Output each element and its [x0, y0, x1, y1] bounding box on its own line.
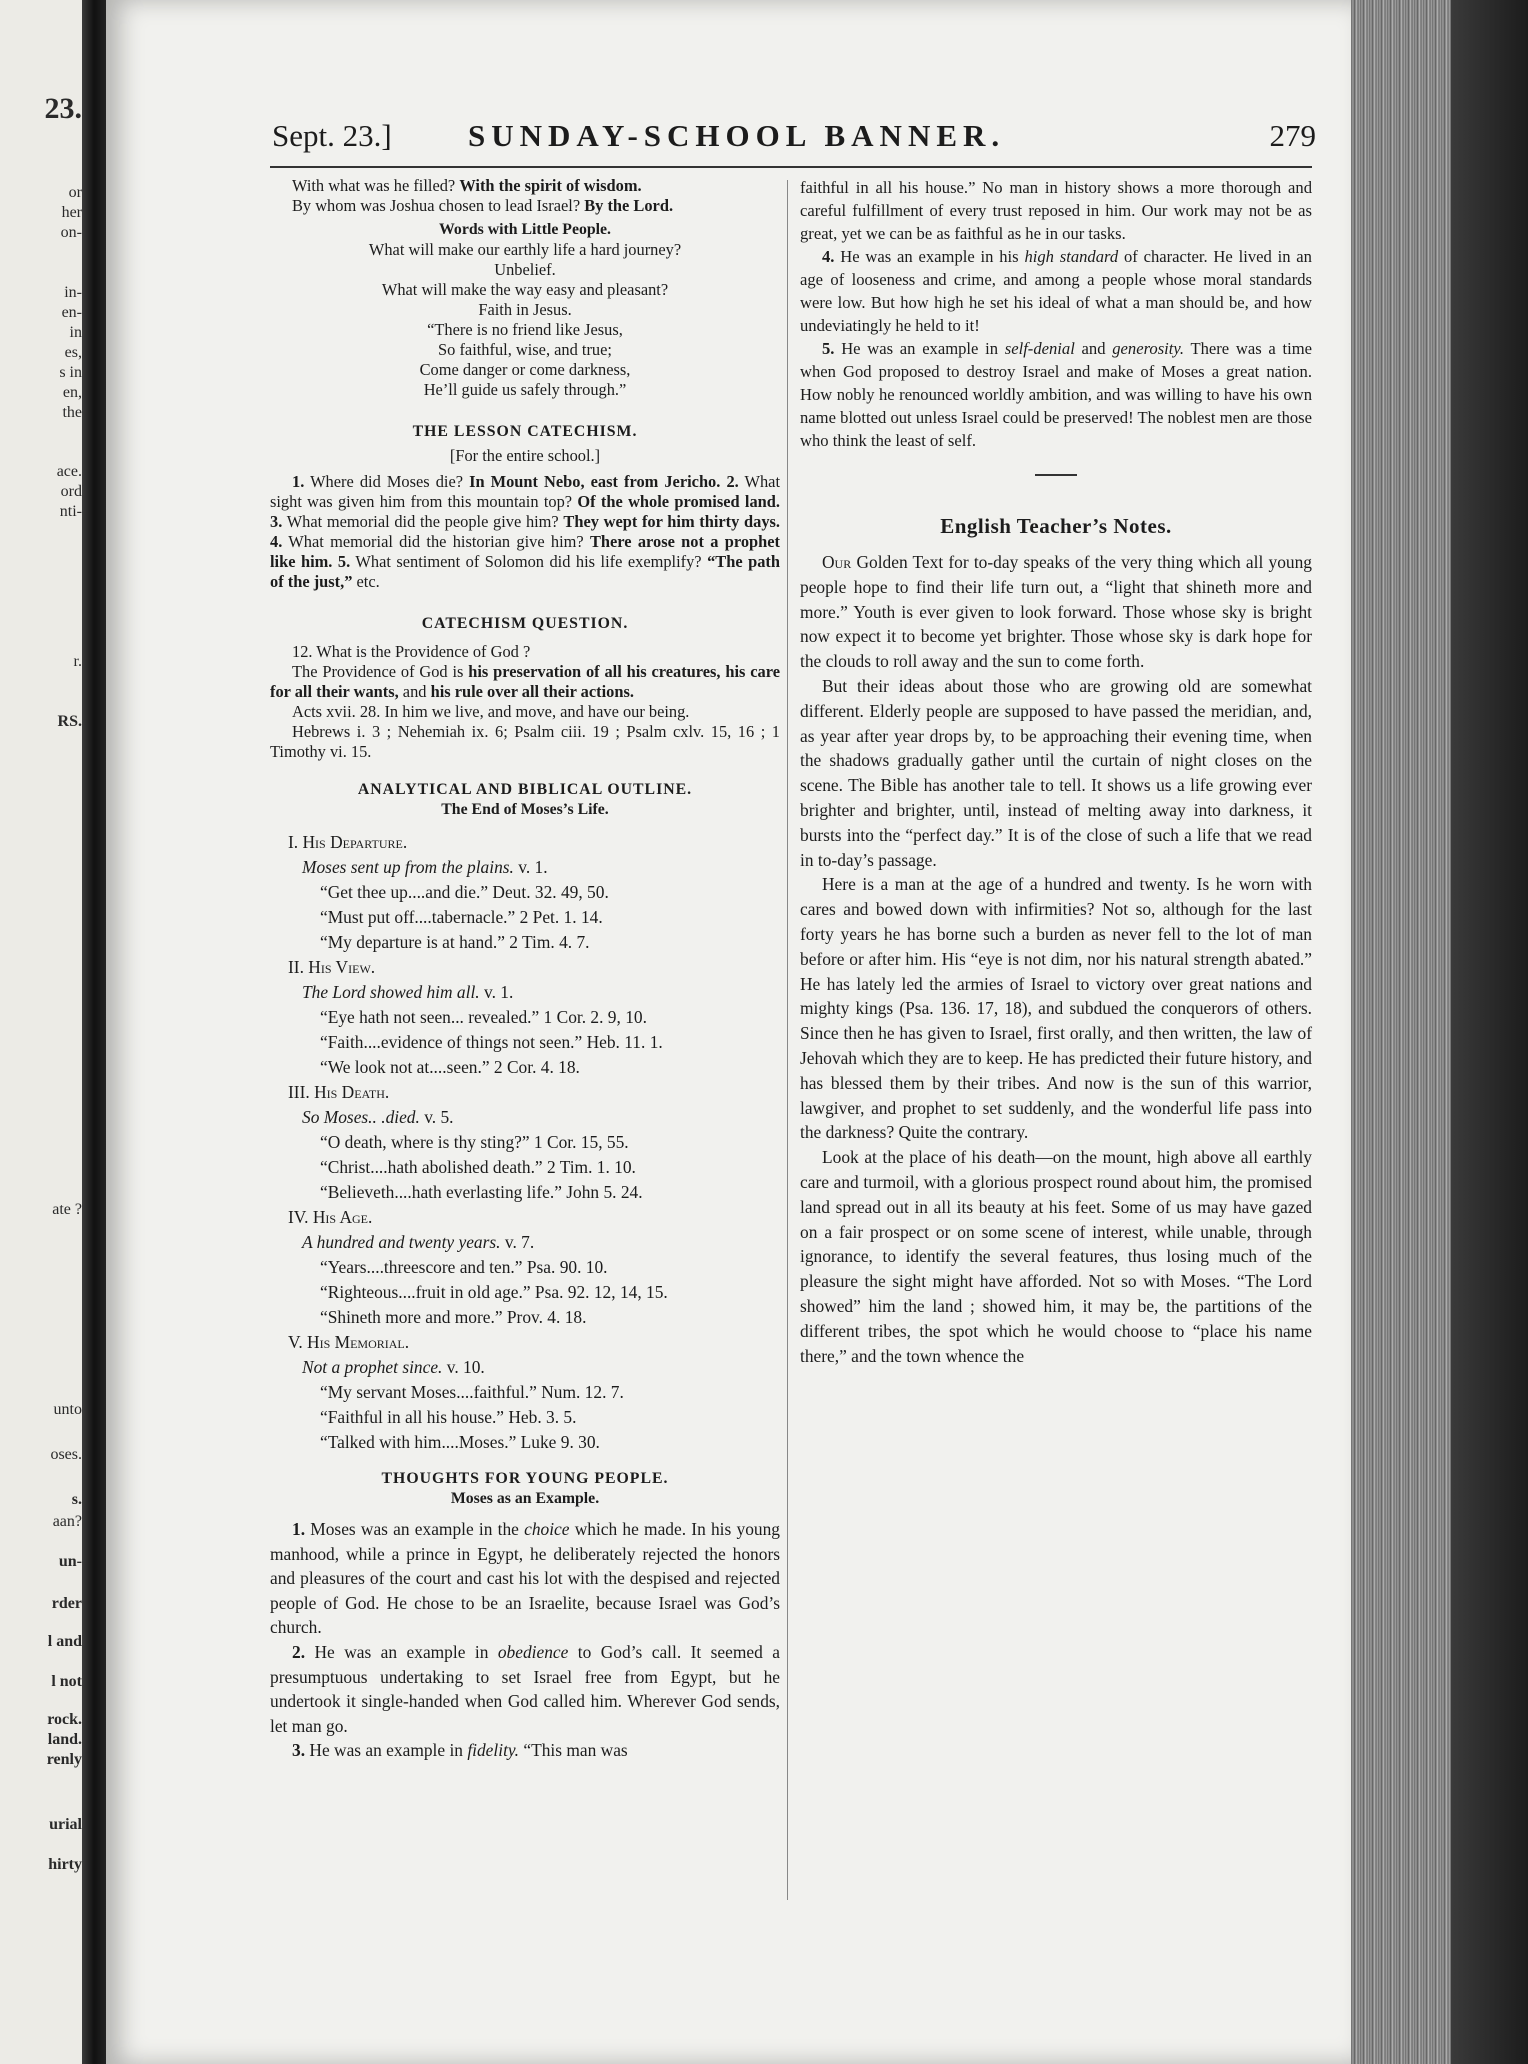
answer-text: There arose not a prophet like him.: [270, 532, 780, 571]
thought-paragraph-4: 4. He was an example in his high standard of character. He lived in an age of looseness and crime, and among a people whose moral standards were low. But how high he set his ideal of what a man should be, and how undeviatingly he held to it!: [800, 247, 1312, 335]
notes-paragraph-3: Here is a man at the age of a hundred and twenty. Is he worn with cares and bowed down with infirmities? Not so, although for the last forty years he has borne such a burden as never fell to the lot of man before or after him. His “eye is not dim, nor his natural strength abated.” He has lately led the armies of Israel to victory over great nations and mighty kings (Psa. 136. 17, 18), and subdued the conquerors of others. Since then he has given to Israel, first orally, and then written, the law of Jehovah which they are to keep. He has predicted their future history, and has blessed them by their tribes. And now is the sun of this warrior, lawgiver, and prophet to set suddenly, and the wonderful life pass into the darkness? Quite the contrary.: [800, 874, 1312, 1143]
outline-section: [270, 1080, 780, 1205]
verse-line: He’ll guide us safely through.”: [423, 380, 627, 399]
question-text: Where did Moses die?: [310, 472, 463, 491]
notes-paragraph-2: But their ideas about those who are growing old are somewhat different. Elderly people are supposed to have passed the meridian, and, as year after year drops by, to be approaching their evening time, when the shadows gradually gather until the curtain of night closes on the scene. The Bible has another tale to tell. It shows us a life growing ever brighter and brighter, until, instead of melting away into darkness, it bursts into the “perfect day.” It is of the close of such a life that we read in to-day’s passage.: [800, 675, 1312, 870]
header-rule: [270, 166, 1312, 168]
outline-ref: “Eye hath not seen... revealed.” 1 Cor. 2. 9, 10.: [320, 1007, 647, 1027]
question-text: What memorial did the people give him?: [286, 512, 559, 531]
previous-page-fragment: RS.: [57, 713, 82, 730]
outline-ref: “Shineth more and more.” Prov. 4. 18.: [320, 1307, 587, 1327]
item-number: 1.: [292, 472, 305, 491]
previous-page-fragment: ord: [60, 483, 82, 500]
previous-page-fragment: es,: [64, 344, 82, 361]
answer-part: and: [398, 682, 431, 701]
outline-ref: “My departure is at hand.” 2 Tim. 4. 7.: [320, 932, 590, 952]
outline-ref: “O death, where is thy sting?” 1 Cor. 15, 55.: [320, 1132, 629, 1152]
question-text: What sentiment of Solomon did his life exemplify?: [355, 552, 702, 571]
answer-text: With the spirit of wisdom.: [459, 176, 642, 195]
page-edges-stack: [1351, 0, 1451, 2064]
outline-section-title: II. His View.: [288, 957, 376, 977]
outline-ref: “Years....threescore and ten.” Psa. 90. 10.: [320, 1257, 608, 1277]
thoughts-subheading: Moses as an Example.: [450, 1490, 600, 1507]
outline-section-title: III. His Death.: [288, 1082, 390, 1102]
verse-line: “There is no friend like Jesus,: [427, 320, 623, 339]
outline-ref: “Must put off....tabernacle.” 2 Pet. 1. 14.: [320, 907, 603, 927]
previous-page-fragment: unto: [53, 1401, 82, 1418]
outline-ref: “We look not at....seen.” 2 Cor. 4. 18.: [320, 1057, 580, 1077]
intro-q1: [270, 176, 780, 196]
header-title: SUNDAY-SCHOOL BANNER.: [468, 118, 1006, 153]
answer-part: his preservation of all his creatures, his care for all their wants,: [270, 662, 780, 701]
thought-paragraph-2: 2. He was an example in obedience to God’s call. It seemed a presumptuous undertaking to set Israel free from Egypt, but he undertook it single-handed when God called him. Wherever God sends, let man go.: [270, 1641, 780, 1736]
previous-page-fragment: rder: [51, 1595, 82, 1612]
outline-section-title: V. His Memorial.: [288, 1332, 410, 1352]
dropword: Our: [822, 552, 852, 572]
answer-part: The Providence of God is: [292, 662, 469, 681]
outline-section-sub: The Lord showed him all. v. 1.: [302, 982, 514, 1002]
outline-section: [270, 955, 780, 1080]
catechism-ref-2: Hebrews i. 3 ; Nehemiah ix. 6; Psalm ciii. 19 ; Psalm cxlv. 15, 16 ; 1 Timothy vi. 15.: [270, 722, 780, 761]
outline-ref: “Get thee up....and die.” Deut. 32. 49, 50.: [320, 882, 609, 902]
previous-page-fragment: in-: [64, 284, 82, 301]
previous-page-fragment: en-: [61, 304, 82, 321]
outline-section-sub: Moses sent up from the plains. v. 1.: [302, 857, 548, 877]
notes-paragraph-1: Our Golden Text for to-day speaks of the very thing which all young people hope to find their life turn out, a “light that shineth more and more.” Youth is ever given to look forward. Those whose sky is bright now expect it to become yet brighter. Those whose sky is dark hope for the clouds to roll away and the sun to come forth.: [800, 552, 1312, 672]
previous-page-fragment: land.: [47, 1731, 82, 1748]
analytical-outline: [270, 830, 780, 1455]
question-text: By whom was Joshua chosen to lead Israel?: [292, 196, 581, 215]
book-cover-edge: [1451, 0, 1528, 2064]
thought-paragraph-3-cont: faithful in all his house.” No man in history shows a more thorough and careful fulfillment of every trust reposed in him. Our work may not be as great, yet we can be as faithful as he in our tasks.: [800, 178, 1312, 243]
page-number: 279: [1269, 118, 1316, 153]
previous-page-fragment: oses.: [50, 1446, 82, 1463]
notes-paragraph-4: Look at the place of his death—on the mount, high above all earthly care and turmoil, with a glorious prospect round about him, the promised land spread out in all its beauty at his feet. Some of us may have gazed on a fair prospect or on some scene of interest, while unable, through ignorance, to identify the several features, thus losing much of the pleasure the sight might have afforded. Not so with Moses. “The Lord showed” him the land ; showed him, it may be, the partitions of the different tribes, the spot which he would choose to “place his name there,” and the town whence the: [800, 1147, 1312, 1366]
outline-section: [270, 1330, 780, 1455]
outline-ref: “Christ....hath abolished death.” 2 Tim. 1. 10.: [320, 1157, 636, 1177]
outline-ref: “Believeth....hath everlasting life.” John 5. 24.: [320, 1182, 643, 1202]
question-text: What memorial did the historian give him?: [288, 532, 584, 551]
item-number: 3.: [292, 1740, 306, 1761]
page-279: [106, 0, 1351, 2064]
item-number: 3.: [270, 512, 283, 531]
thought-paragraph-1: 1. Moses was an example in the choice which he made. In his young manhood, while a prince in Egypt, he deliberately rejected the honors and pleasures of the court and cast his lot with the despised and rejected people of God. He chose to be an Israelite, because Israel was God’s church.: [270, 1519, 780, 1638]
column-divider: [787, 180, 788, 1900]
previous-page-fragment: s in: [59, 364, 82, 381]
running-header: [168, 118, 1316, 170]
question-text: What sight was given him from this mountain top?: [270, 472, 781, 511]
item-number: 2.: [292, 1641, 306, 1662]
hymn-verse: [270, 320, 780, 400]
outline-section-sub: Not a prophet since. v. 10.: [302, 1357, 485, 1377]
previous-page-fragment: l not: [51, 1673, 82, 1690]
previous-page-fragment: or: [68, 184, 82, 201]
item-number: 5.: [822, 339, 835, 358]
outline-ref: “Faithful in all his house.” Heb. 3. 5.: [320, 1407, 577, 1427]
outline-ref: “Righteous....fruit in old age.” Psa. 92. 12, 14, 15.: [320, 1282, 668, 1302]
previous-page-fragment: s.: [71, 1491, 82, 1508]
outline-subheading: The End of Moses’s Life.: [441, 801, 609, 818]
item-number: 2.: [726, 472, 739, 491]
answer-part: his rule over all their actions.: [430, 682, 634, 701]
item-number: 1.: [292, 1519, 306, 1539]
intro-q2: [270, 196, 780, 216]
previous-page-fragment: renly: [46, 1751, 82, 1768]
outline-ref: “Talked with him....Moses.” Luke 9. 30.: [320, 1432, 600, 1452]
answer-text: In Mount Nebo, east from Jericho.: [469, 472, 721, 491]
thought-paragraph-5: 5. He was an example in self-denial and generosity. There was a time when God proposed to destroy Israel and make of Moses a great nation. How nobly he renounced worldly ambition, and was willing to have his own name blotted out unless Israel could be preserved! The noblest men are those who think the least of self.: [800, 339, 1312, 450]
right-column: [800, 176, 1312, 1368]
little-people-q1: What will make our earthly life a hard journey?: [368, 240, 682, 259]
previous-page-fragment: r.: [73, 653, 82, 670]
lesson-catechism-subheading: [For the entire school.]: [449, 446, 601, 465]
previous-page-fragment: hirty: [48, 1856, 82, 1873]
little-people-a2: Faith in Jesus.: [478, 300, 572, 319]
question-text: With what was he filled?: [292, 176, 456, 195]
answer-text: By the Lord.: [584, 196, 674, 215]
little-people-heading: Words with Little People.: [439, 221, 611, 238]
outline-section: [270, 1205, 780, 1330]
previous-page-fragment: aan?: [52, 1513, 82, 1530]
outline-section-title: I. His Departure.: [288, 832, 408, 852]
item-number: 4.: [822, 247, 835, 266]
previous-page-fragment: un-: [58, 1553, 82, 1570]
book-gutter: [82, 0, 106, 2064]
left-column: [270, 176, 780, 1763]
outline-section-sub: So Moses.. .died. v. 5.: [302, 1107, 454, 1127]
little-people-q2: What will make the way easy and pleasant?: [381, 280, 669, 299]
catechism-answer: [270, 662, 780, 702]
outline-section-sub: A hundred and twenty years. v. 7.: [302, 1232, 535, 1252]
previous-page-fragment: her: [61, 204, 82, 221]
thoughts-heading: THOUGHTS FOR YOUNG PEOPLE.: [381, 1470, 669, 1487]
little-people-a1: Unbelief.: [494, 260, 556, 279]
english-notes-heading: English Teacher’s Notes.: [940, 514, 1172, 538]
previous-page-fragment: in: [69, 324, 82, 341]
previous-page-fragment: the: [62, 404, 82, 421]
previous-page-edge: [0, 0, 82, 2064]
previous-page-fragment: rock.: [47, 1711, 82, 1728]
item-number: 4.: [270, 532, 283, 551]
previous-page-fragment: en,: [62, 384, 82, 401]
previous-page-fragment: ate ?: [52, 1201, 82, 1218]
outline-heading: ANALYTICAL AND BIBLICAL OUTLINE.: [357, 781, 693, 798]
ref-citation: Acts xvii. 28.: [292, 702, 381, 721]
catechism-question-heading: CATECHISM QUESTION.: [421, 615, 629, 632]
previous-page-fragment: l and: [47, 1633, 82, 1650]
ref-text: In him we live, and move, and have our being.: [384, 702, 690, 721]
catechism-question: 12. What is the Providence of God ?: [292, 642, 531, 661]
outline-section: [270, 830, 780, 955]
outline-section-title: IV. His Age.: [288, 1207, 373, 1227]
previous-page-fragment: 23.: [44, 92, 82, 125]
etc-text: etc.: [356, 572, 380, 591]
header-date: Sept. 23.]: [272, 118, 392, 153]
item-number: 5.: [337, 552, 351, 571]
previous-page-fragment: ace.: [56, 463, 82, 480]
outline-ref: “Faith....evidence of things not seen.” Heb. 11. 1.: [320, 1032, 663, 1052]
previous-page-fragment: on-: [60, 224, 82, 241]
verse-line: Come danger or come darkness,: [419, 360, 631, 379]
answer-text: “The path of the just,”: [270, 552, 780, 591]
thought-paragraph-3: 3. He was an example in fidelity. “This man was: [292, 1740, 628, 1761]
previous-page-fragment: urial: [49, 1816, 82, 1833]
catechism-ref-1: [270, 702, 780, 722]
lesson-catechism-heading: THE LESSON CATECHISM.: [412, 423, 638, 440]
lesson-catechism-items: [270, 472, 780, 592]
previous-page-fragment: nti-: [59, 503, 82, 520]
answer-text: They wept for him thirty days.: [563, 512, 780, 531]
verse-line: So faithful, wise, and true;: [438, 340, 612, 359]
answer-text: Of the whole promised land.: [577, 492, 780, 511]
outline-ref: “My servant Moses....faithful.” Num. 12. 7.: [320, 1382, 624, 1402]
